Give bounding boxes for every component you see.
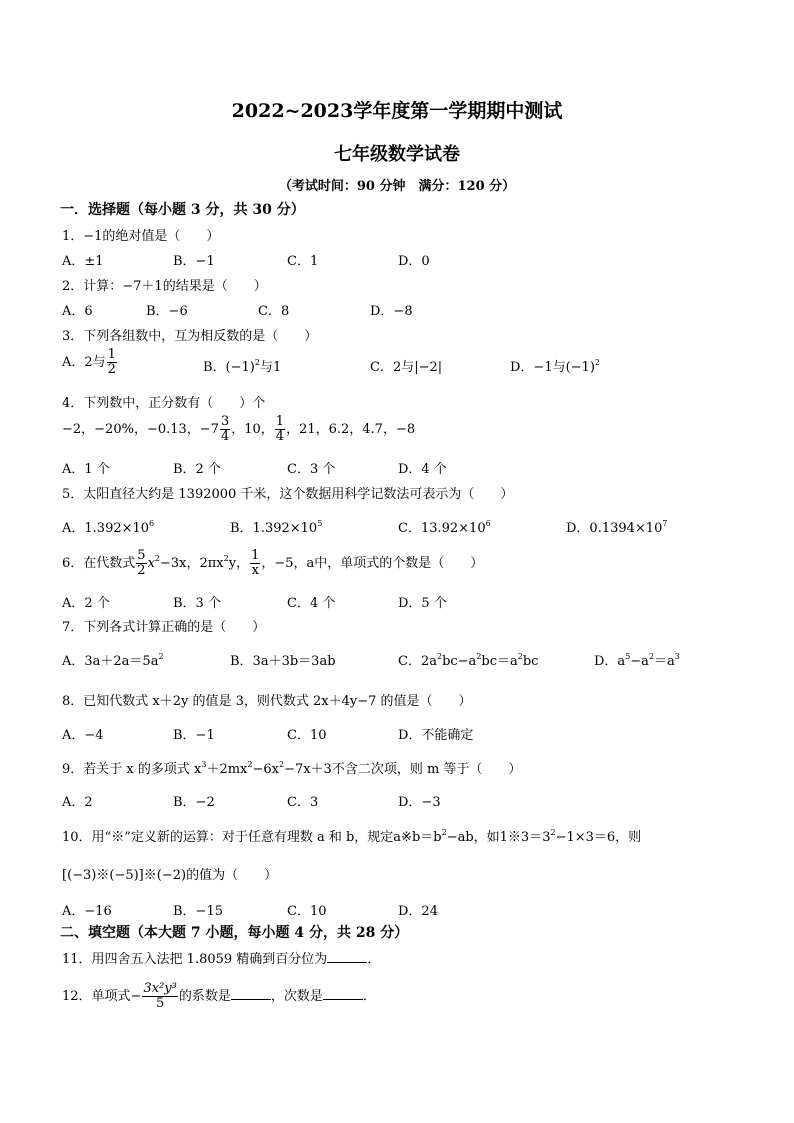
q6-option-c: C．4 个 xyxy=(287,596,336,611)
q7-d-1: D．a xyxy=(594,654,626,669)
q8-option-a: A．−4 xyxy=(62,728,104,743)
q6-expr-1: x xyxy=(147,556,155,571)
q9-option-a: A．2 xyxy=(62,795,93,810)
q7-a-sup: 2 xyxy=(158,652,164,661)
q7-option-a xyxy=(62,650,164,669)
question-4-stem: 4．下列数中，正分数有（ ）个 xyxy=(62,396,266,411)
q5-option-d xyxy=(566,517,667,536)
question-11 xyxy=(62,948,380,967)
q3-option-b xyxy=(203,356,281,375)
question-1-stem: 1．−1的绝对值是（ ） xyxy=(62,229,220,244)
q4-number-list xyxy=(62,415,415,444)
q4-f1-num: 3 xyxy=(220,414,230,429)
q5-c-sup: 6 xyxy=(485,519,491,528)
q6-expr-1-post: −3x，2πx xyxy=(160,556,224,571)
question-7-stem: 7．下列各式计算正确的是（ ） xyxy=(62,620,266,635)
q12-degree-blank[interactable] xyxy=(323,987,363,1000)
question-6-stem xyxy=(62,549,483,578)
q3-option-c: C．2与|−2| xyxy=(370,360,443,375)
q3-a-fraction xyxy=(107,348,117,377)
q4-option-c: C．3 个 xyxy=(287,462,336,477)
q4-list-part-3: ，21，6.2，4.7，−8 xyxy=(286,422,416,437)
q5-d-sup: 7 xyxy=(662,519,668,528)
question-9-stem xyxy=(62,758,521,777)
q7-d-3: ＝a xyxy=(654,654,675,669)
q7-c-s3: 2 xyxy=(517,652,523,661)
q7-d-s3: 3 xyxy=(674,652,680,661)
q5-option-b xyxy=(230,517,322,536)
q9-s1-sup: 3 xyxy=(201,760,207,769)
q3-option-d xyxy=(510,356,600,375)
q7-option-d xyxy=(594,650,680,669)
q6-expr-2-post: y， xyxy=(228,556,250,571)
q8-option-b: B．−1 xyxy=(173,728,215,743)
q6-option-b: B．3 个 xyxy=(173,596,221,611)
exam-title: 2022~2023学年度第一学期期中测试 xyxy=(231,100,563,122)
q12-num: 3x²y³ xyxy=(143,981,177,996)
q4-fraction-2 xyxy=(275,415,285,444)
q7-c-s1: 2 xyxy=(436,652,443,661)
q1-option-a: A．±1 xyxy=(62,254,104,269)
q12-mid2: ，次数是 xyxy=(270,989,323,1004)
q9-s2: ＋2mx xyxy=(206,762,248,777)
q12-text: 12．单项式− xyxy=(62,989,142,1004)
q11-answer-blank[interactable] xyxy=(327,950,367,963)
q6-expr-2-sup: 2 xyxy=(223,554,229,563)
q2-option-a: A．6 xyxy=(62,304,93,319)
q12-den: 5 xyxy=(155,996,165,1011)
q6-stem-pre: 6．在代数式 xyxy=(62,556,136,571)
q9-option-b: B．−2 xyxy=(173,795,215,810)
q7-c-3: bc＝a xyxy=(481,654,518,669)
q9-option-c: C．3 xyxy=(287,795,319,810)
q5-option-a xyxy=(62,517,154,536)
q3-d-sup: 2 xyxy=(594,358,600,367)
q3-a-num: 1 xyxy=(107,347,116,362)
q5-d-text: D．0.1394×10 xyxy=(566,521,663,536)
q9-s3-sup: 2 xyxy=(278,760,285,769)
q10-s2-sup: 2 xyxy=(550,828,556,837)
q3-option-a xyxy=(62,348,118,377)
q4-f2-den: 4 xyxy=(275,429,285,444)
q4-fraction-1 xyxy=(220,415,230,444)
q6-stem-post: ，−5，a中，单项式的个数是（ ） xyxy=(261,556,484,571)
q1-option-d: D．0 xyxy=(398,254,430,269)
q10-option-d: D．24 xyxy=(398,904,438,919)
question-2-stem: 2．计算：−7＋1的结果是（ ） xyxy=(62,279,267,294)
q7-c-4: bc xyxy=(522,654,539,669)
q4-list-part-1: −2，−20%，−0.13，−7 xyxy=(62,422,219,437)
q10-option-c: C．10 xyxy=(287,904,327,919)
q2-option-c: C．8 xyxy=(258,304,290,319)
q7-option-c xyxy=(398,650,538,669)
q12-fraction xyxy=(142,982,177,1011)
q12-mid: 的系数是 xyxy=(178,989,231,1004)
q7-a-text: A．3a＋2a＝5a xyxy=(62,654,159,669)
q7-c-2: bc−a xyxy=(442,654,477,669)
q3-b-text: B．(−1) xyxy=(203,360,255,375)
question-12 xyxy=(62,982,376,1011)
q6-option-d: D．5 个 xyxy=(398,596,447,611)
section-heading-choice: 一．选择题（每小题 3 分，共 30 分） xyxy=(60,202,305,218)
q2-option-d: D．−8 xyxy=(370,304,413,319)
q7-c-s2: 2 xyxy=(476,652,482,661)
q3-a-text: A．2与 xyxy=(62,355,106,370)
question-10-line-2: [(−3)※(−5)]※(−2)的值为（ ） xyxy=(62,868,278,883)
q9-s3: −6x xyxy=(252,762,279,777)
q10-s2: −ab，如1※3＝3 xyxy=(446,830,551,845)
q11-post: ． xyxy=(367,952,381,967)
q4-option-d: D．4 个 xyxy=(398,462,447,477)
q7-d-2: −a xyxy=(630,654,649,669)
q3-b-post: 与1 xyxy=(259,360,282,375)
q5-c-text: C．13.92×10 xyxy=(398,521,486,536)
q5-a-text: A．1.392×10 xyxy=(62,521,150,536)
q6-fraction-1 xyxy=(136,549,146,578)
exam-subtitle: 七年级数学试卷 xyxy=(334,144,460,165)
q12-post: ． xyxy=(362,989,376,1004)
q5-b-text: B．1.392×10 xyxy=(230,521,318,536)
question-3-stem: 3．下列各组数中，互为相反数的是（ ） xyxy=(62,329,318,344)
question-5-stem: 5．太阳直径大约是 1392000 千米，这个数据用科学记数法可表示为（ ） xyxy=(62,487,514,502)
q9-s1: 9．若关于 x 的多项式 x xyxy=(62,762,202,777)
q6-f2-den: x xyxy=(251,563,259,578)
q4-option-a: A．1 个 xyxy=(62,462,110,477)
q9-s2-sup: 2 xyxy=(247,760,253,769)
section-heading-fill-blank: 二、填空题（本大题 7 小题，每小题 4 分，共 28 分） xyxy=(60,925,409,941)
q5-b-sup: 5 xyxy=(317,519,323,528)
q11-text: 11．用四舍五入法把 1.8059 精确到百分位为 xyxy=(62,952,328,967)
q10-option-a: A．−16 xyxy=(62,904,112,919)
q10-s3: −1×3＝6，则 xyxy=(555,830,642,845)
q8-option-d: D．不能确定 xyxy=(398,728,474,743)
q4-list-part-2: ，10， xyxy=(231,422,274,437)
q6-fraction-2 xyxy=(250,549,260,578)
q4-option-b: B．2 个 xyxy=(173,462,221,477)
q3-d-text: D．−1与(−1) xyxy=(510,360,595,375)
q4-f2-num: 1 xyxy=(275,414,285,429)
q3-a-den: 2 xyxy=(107,362,116,377)
q5-a-sup: 6 xyxy=(149,519,155,528)
q6-f2-num: 1 xyxy=(251,548,260,563)
q9-s4: −7x＋3不含二次项，则 m 等于（ ） xyxy=(284,762,522,777)
q7-d-s1: 5 xyxy=(625,652,631,661)
q7-d-s2: 2 xyxy=(648,652,655,661)
q12-coefficient-blank[interactable] xyxy=(231,987,271,1000)
q10-s1: 10．用“※”定义新的运算：对于任意有理数 a 和 b，规定a※b＝b xyxy=(62,830,442,845)
q7-option-b: B．3a＋3b＝3ab xyxy=(230,654,336,669)
q5-option-c xyxy=(398,517,491,536)
q6-f1-den: 2 xyxy=(137,563,146,578)
q4-f1-den: 4 xyxy=(220,429,230,444)
q7-c-1: C．2a xyxy=(398,654,437,669)
q10-s1-sup: 2 xyxy=(441,828,447,837)
q3-b-sup: 2 xyxy=(254,358,260,367)
q8-option-c: C．10 xyxy=(287,728,327,743)
q6-option-a: A．2 个 xyxy=(62,596,110,611)
question-8-stem: 8．已知代数式 x＋2y 的值是 3，则代数式 2x＋4y−7 的值是（ ） xyxy=(62,694,472,709)
q6-expr-1-sup: 2 xyxy=(154,554,160,563)
q6-f1-num: 5 xyxy=(137,548,146,563)
q2-option-b: B．−6 xyxy=(146,304,188,319)
q1-option-c: C．1 xyxy=(287,254,319,269)
exam-info: （考试时间：90 分钟 满分：120 分） xyxy=(278,179,516,194)
question-10-stem xyxy=(62,826,641,845)
q10-option-b: B．−15 xyxy=(173,904,223,919)
q9-option-d: D．−3 xyxy=(398,795,441,810)
q1-option-b: B．−1 xyxy=(173,254,215,269)
